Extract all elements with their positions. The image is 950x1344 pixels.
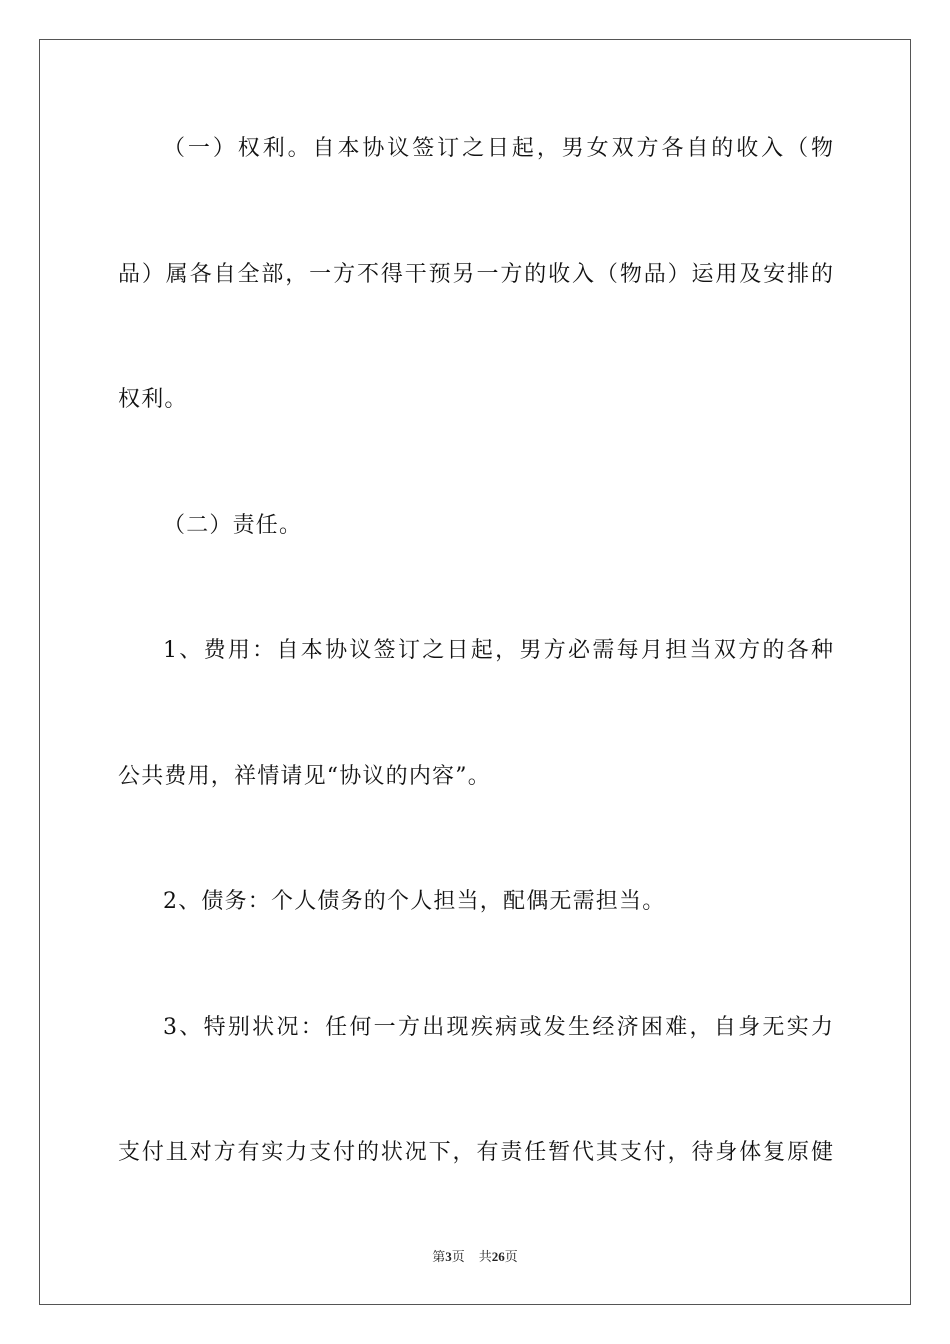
footer-prefix: 第	[432, 1249, 446, 1264]
page-number-footer	[0, 1248, 950, 1266]
total-page-count: 26	[491, 1249, 505, 1264]
paragraph-debts-line-1: 2、债务：个人债务的个人担当，配偶无需担当。	[163, 889, 666, 914]
paragraph-rights-line-2: 品）属各自全部，一方不得干预另一方的收入（物品）运用及安排的	[118, 262, 833, 287]
paragraph-expenses-line-2: 公共费用，祥情请见“协议的内容”。	[118, 764, 491, 789]
paragraph-special-line-2: 支付且对方有实力支付的状况下，有责任暂代其支付，待身体复原健	[118, 1140, 833, 1165]
page-border	[39, 39, 911, 1305]
current-page-number: 3	[445, 1249, 452, 1264]
paragraph-expenses-line-1: 1、费用：自本协议签订之日起，男方必需每月担当双方的各种	[163, 638, 833, 663]
paragraph-rights-line-1: （一）权利。自本协议签订之日起，男女双方各自的收入（物	[163, 136, 833, 161]
paragraph-special-line-1: 3、特别状况：任何一方出现疾病或发生经济困难，自身无实力	[163, 1015, 833, 1040]
paragraph-responsibility-heading: （二）责任。	[163, 513, 303, 538]
footer-total-prefix: 共	[478, 1249, 492, 1264]
footer-page-suffix: 页	[451, 1249, 465, 1264]
paragraph-rights-line-3: 权利。	[118, 387, 188, 412]
footer-total-suffix: 页	[504, 1249, 518, 1264]
